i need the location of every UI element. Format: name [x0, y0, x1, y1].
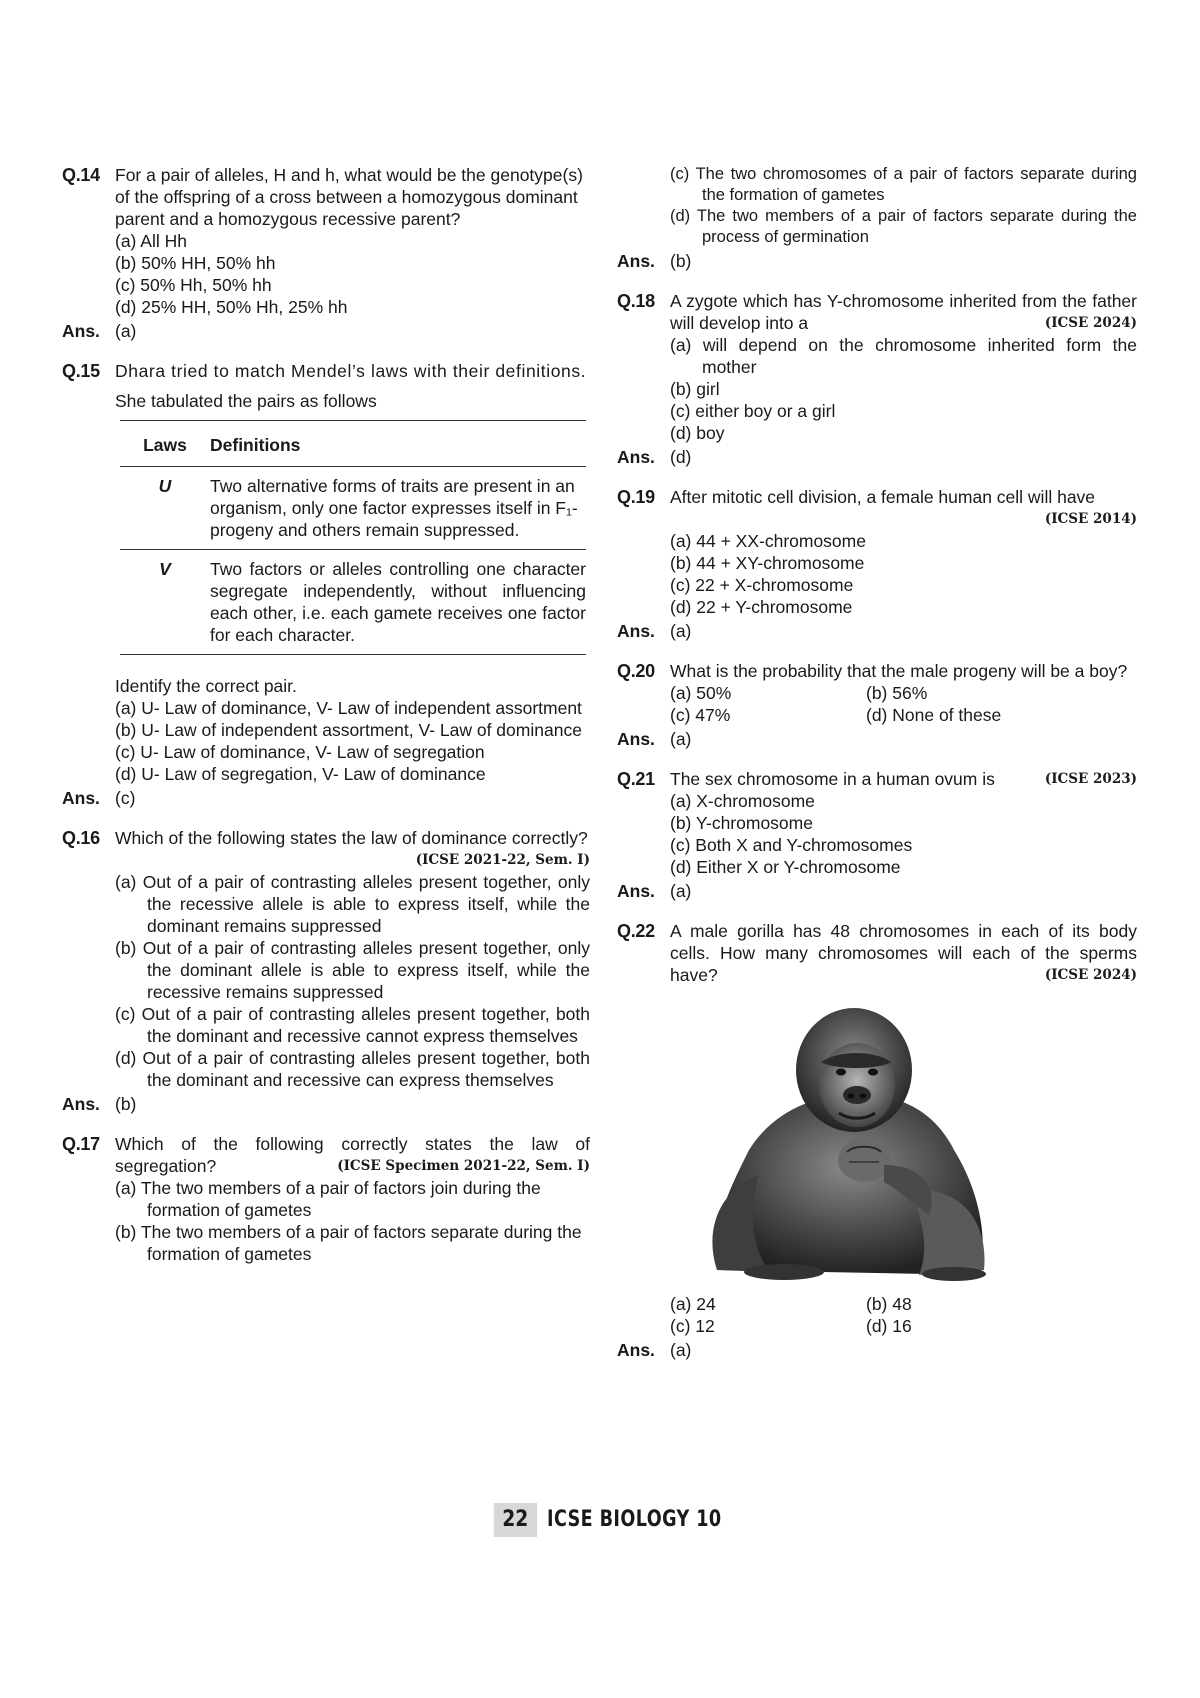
question-16: [62, 827, 590, 871]
page-footer: [490, 1503, 765, 1537]
question-text: For a pair of alleles, H and h, what would be the genotype(s) of the offspring of a cross between a homozygous dominant parent and a homozygous recessive parent?: [115, 165, 583, 229]
question-text: The sex chromosome in a human ovum is: [670, 769, 995, 789]
table-cell-law: V: [120, 550, 210, 655]
option: (a) Out of a pair of contrasting alleles present together, only the recessive allele is able to express itself, while the dominant remains suppressed: [115, 872, 590, 936]
answer: [617, 446, 1137, 468]
option: (c) 22 + X-chromosome: [670, 575, 854, 595]
option: (b) 50% HH, 50% hh: [115, 253, 276, 273]
answer-value: (d): [670, 447, 692, 467]
option: (b) 44 + XY-chromosome: [670, 553, 865, 573]
book-title: ICSE BIOLOGY 10: [546, 1507, 722, 1532]
options: [670, 334, 1137, 444]
laws-table: [120, 420, 586, 655]
answer-value: (a): [670, 1340, 692, 1360]
option: (b) girl: [670, 379, 720, 399]
option: (d) Out of a pair of contrasting alleles present together, both the dominant and recessive can express themselves: [115, 1048, 590, 1090]
answer: [617, 880, 1137, 902]
question-18: [617, 290, 1137, 334]
option: (b) 48: [866, 1294, 912, 1314]
options: [670, 530, 1137, 618]
answer-label: Ans.: [617, 621, 655, 641]
table-cell-definition: Two factors or alleles controlling one character segregate independently, without influencing each other, i.e. each gamete receives one factor for each character.: [210, 550, 586, 655]
question-14: [62, 164, 590, 230]
answer: [62, 1093, 590, 1115]
option: (a) 50%: [670, 683, 732, 703]
option: (a) 44 + XX-chromosome: [670, 531, 866, 551]
question-text: A zygote which has Y-chromosome inherited from the father will develop into a: [670, 291, 1137, 333]
answer-label: Ans.: [617, 881, 655, 901]
question-number: Q.18: [617, 291, 655, 311]
exam-source: (ICSE 2024): [1044, 315, 1137, 331]
option: (b) Y-chromosome: [670, 813, 813, 833]
answer: [617, 620, 1137, 642]
option: (c) 50% Hh, 50% hh: [115, 275, 272, 295]
option: (a) The two members of a pair of factors join during the formation of gametes: [115, 1178, 541, 1220]
option: (a) U- Law of dominance, V- Law of independent assortment: [115, 698, 582, 718]
question-text: Which of the following states the law of dominance correctly?: [115, 828, 588, 848]
options: [670, 682, 1137, 726]
answer-value: (b): [115, 1094, 137, 1114]
option: (d) 25% HH, 50% Hh, 25% hh: [115, 297, 348, 317]
exam-source: (ICSE Specimen 2021-22, Sem. I): [337, 1158, 590, 1174]
options: [670, 164, 1137, 248]
option: (a) 24: [670, 1294, 716, 1314]
option: (d) None of these: [866, 705, 1002, 725]
option: (d) The two members of a pair of factors separate during the process of germination: [670, 207, 1137, 246]
table-row: [120, 467, 586, 550]
option: (b) 56%: [866, 683, 928, 703]
exam-source: (ICSE 2023): [1044, 771, 1137, 787]
table-header: Laws: [120, 421, 210, 467]
table-header: Definitions: [210, 421, 586, 467]
question-text: What is the probability that the male progeny will be a boy?: [670, 661, 1128, 681]
answer-value: (a): [670, 881, 692, 901]
option: (c) Both X and Y-chromosomes: [670, 835, 913, 855]
question-number: Q.20: [617, 661, 655, 681]
question-15: [62, 360, 590, 382]
option: (b) The two members of a pair of factors separate during the formation of gametes: [115, 1222, 582, 1264]
answer: [62, 787, 590, 809]
option: (a) X-chromosome: [670, 791, 815, 811]
option: (d) boy: [670, 423, 725, 443]
prompt: Identify the correct pair.: [115, 676, 297, 696]
answer-label: Ans.: [62, 1094, 100, 1114]
answer: [62, 320, 590, 342]
option: (c) either boy or a girl: [670, 401, 836, 421]
exam-source: (ICSE 2014): [1044, 511, 1137, 527]
question-19: [617, 486, 1137, 530]
options: [670, 1293, 1137, 1337]
options: [670, 790, 1137, 878]
question-number: Q.14: [62, 165, 100, 185]
question-text: After mitotic cell division, a female human cell will have: [670, 487, 1096, 507]
option: (b) Out of a pair of contrasting alleles present together, only the dominant allele is able to express itself, while the recessive remains suppressed: [115, 938, 590, 1002]
question-17: [62, 1133, 590, 1177]
question-number: Q.15: [62, 361, 100, 381]
exam-source: (ICSE 2024): [1044, 967, 1137, 983]
options: [115, 871, 590, 1091]
answer: [617, 728, 1137, 750]
question-number: Q.17: [62, 1134, 100, 1154]
answer-label: Ans.: [617, 1340, 655, 1360]
option: (c) Out of a pair of contrasting alleles present together, both the dominant and recessive cannot express themselves: [115, 1004, 590, 1046]
answer: [617, 250, 1137, 272]
option: (c) 47%: [670, 705, 731, 725]
question-20: [617, 660, 1137, 682]
answer-value: (a): [670, 729, 692, 749]
option: (a) All Hh: [115, 231, 187, 251]
option: (d) 22 + Y-chromosome: [670, 597, 853, 617]
table-cell-law: U: [120, 467, 210, 550]
options: [115, 230, 590, 318]
option: (c) The two chromosomes of a pair of factors separate during the formation of gametes: [670, 165, 1137, 204]
question-text: A male gorilla has 48 chromosomes in each of its body cells. How many chromosomes will each of the sperms have?: [670, 921, 1137, 985]
gorilla-image: [689, 1000, 1137, 1287]
question-22: [617, 920, 1137, 986]
left-column: [62, 164, 590, 1265]
option: (c) U- Law of dominance, V- Law of segregation: [115, 742, 485, 762]
answer-label: Ans.: [617, 447, 655, 467]
table-row: [120, 550, 586, 655]
options: [115, 1177, 590, 1265]
page-number: 22: [494, 1503, 537, 1537]
option: (a) will depend on the chromosome inherited form the mother: [670, 335, 1137, 377]
question-number: Q.16: [62, 828, 100, 848]
answer-value: (a): [115, 321, 137, 341]
answer-label: Ans.: [617, 251, 655, 271]
exam-source: (ICSE 2021-22, Sem. I): [415, 852, 590, 868]
answer-label: Ans.: [62, 788, 100, 808]
answer-label: Ans.: [62, 321, 100, 341]
answer: [617, 1339, 1137, 1361]
right-column: [617, 164, 1137, 1379]
table-cell-definition: Two alternative forms of traits are present in an organism, only one factor expresses itself in F₁-progeny and others remain suppressed.: [210, 467, 586, 550]
question-text: Dhara tried to match Mendel’s laws with their definitions.: [115, 361, 587, 381]
option: (d) U- Law of segregation, V- Law of dominance: [115, 764, 486, 784]
answer-value: (b): [670, 251, 692, 271]
question-number: Q.21: [617, 769, 655, 789]
question-21: [617, 768, 1137, 790]
answer-value: (a): [670, 621, 692, 641]
option: (b) U- Law of independent assortment, V- Law of dominance: [115, 720, 582, 740]
options: [115, 697, 590, 785]
question-text-2: She tabulated the pairs as follows: [115, 391, 377, 411]
option: (d) 16: [866, 1316, 912, 1336]
question-number: Q.19: [617, 487, 655, 507]
option: (c) 12: [670, 1316, 715, 1336]
question-number: Q.22: [617, 921, 655, 941]
answer-label: Ans.: [617, 729, 655, 749]
option: (d) Either X or Y-chromosome: [670, 857, 901, 877]
answer-value: (c): [115, 788, 136, 808]
question-text: Which of the following correctly states the law of segregation?: [115, 1134, 590, 1176]
